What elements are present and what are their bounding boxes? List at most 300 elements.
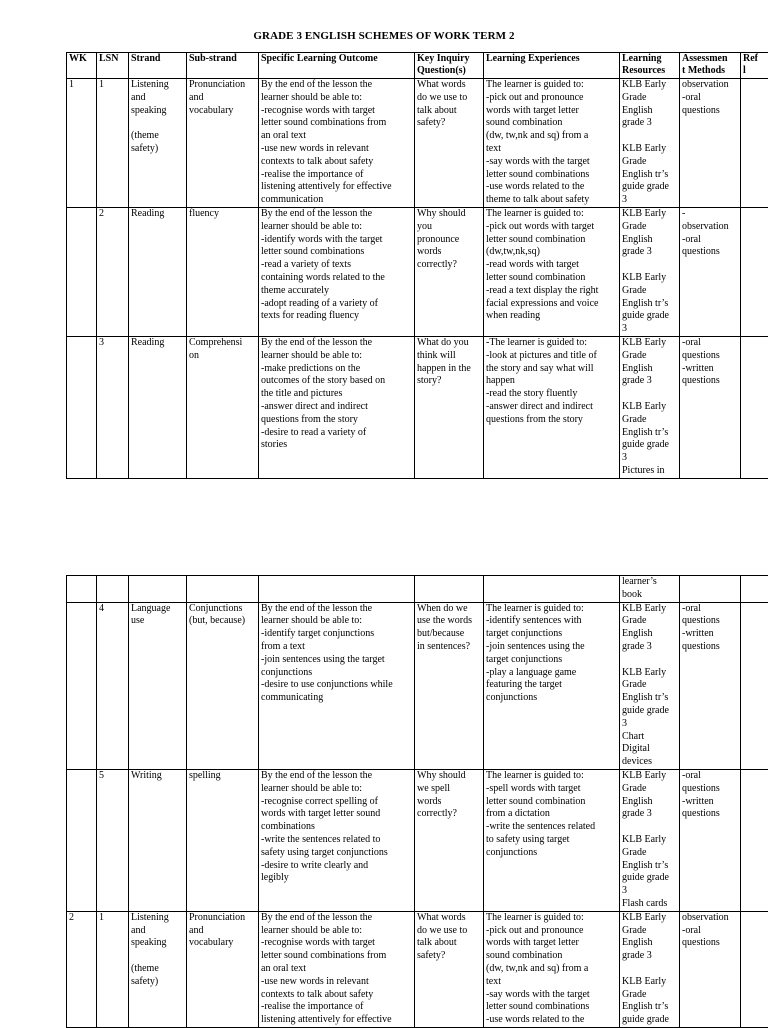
cell-line: 5 bbox=[99, 770, 126, 783]
cell-line: happen bbox=[486, 375, 617, 388]
inquiry-cell bbox=[415, 576, 484, 603]
inquiry-cell bbox=[415, 79, 484, 208]
cell-line: text bbox=[486, 976, 617, 989]
cell-line: listening attentively for effective bbox=[261, 1014, 412, 1027]
cell-line: Grade bbox=[622, 847, 677, 860]
cell-line: -make predictions on the bbox=[261, 363, 412, 376]
cell-line: KLB Early bbox=[622, 770, 677, 783]
cell-line: guide grade bbox=[622, 181, 677, 194]
cell-line: Conjunctions bbox=[189, 603, 256, 616]
cell-line: conjunctions bbox=[486, 692, 617, 705]
cell-line: 1 bbox=[99, 912, 126, 925]
outcome-cell bbox=[259, 336, 415, 478]
cell-line: By the end of the lesson the bbox=[261, 79, 412, 92]
cell-line: English bbox=[622, 628, 677, 641]
header-row bbox=[67, 53, 768, 79]
cell-line: By the end of the lesson the bbox=[261, 912, 412, 925]
outcome-cell bbox=[259, 769, 415, 911]
cell-line: questions bbox=[682, 350, 738, 363]
lesson-cell bbox=[97, 79, 129, 208]
cell-line: safety? bbox=[417, 117, 481, 130]
cell-line: conjunctions bbox=[486, 847, 617, 860]
cell-line: sound combination bbox=[486, 117, 617, 130]
cell-line: By the end of the lesson the bbox=[261, 770, 412, 783]
cell-line: Reading bbox=[131, 337, 184, 350]
cell-line: learner should be able to: bbox=[261, 350, 412, 363]
cell-line: Grade bbox=[622, 615, 677, 628]
cell-line: KLB Early bbox=[622, 208, 677, 221]
cell-line: -look at pictures and title of bbox=[486, 350, 617, 363]
cell-line: -use new words in relevant bbox=[261, 143, 412, 156]
outcome-cell bbox=[259, 602, 415, 769]
cell-line: Grade bbox=[622, 783, 677, 796]
resources-cell bbox=[620, 602, 680, 769]
cell-line: - bbox=[682, 208, 738, 221]
cell-line: learner should be able to: bbox=[261, 783, 412, 796]
cell-line: questions bbox=[682, 937, 738, 950]
cell-line: pronounce bbox=[417, 234, 481, 247]
cell-line: from a text bbox=[261, 641, 412, 654]
cell-line: letter sound combinations bbox=[261, 246, 412, 259]
cell-line: words with target letter bbox=[486, 937, 617, 950]
cell-line: use the words bbox=[417, 615, 481, 628]
table-row bbox=[67, 207, 768, 336]
cell-line: letter sound combination bbox=[486, 272, 617, 285]
week-cell bbox=[67, 79, 97, 208]
outcome-cell bbox=[259, 911, 415, 1027]
cell-line: questions bbox=[682, 105, 738, 118]
lesson-cell bbox=[97, 769, 129, 911]
cell-line: -adopt reading of a variety of bbox=[261, 298, 412, 311]
cell-line bbox=[131, 117, 184, 130]
cell-line: Grade bbox=[622, 925, 677, 938]
resources-cell bbox=[620, 207, 680, 336]
cell-line: -join sentences using the target bbox=[261, 654, 412, 667]
cell-line: English bbox=[622, 363, 677, 376]
cell-line: -pick out and pronounce bbox=[486, 92, 617, 105]
cell-line: (but, because) bbox=[189, 615, 256, 628]
scheme-table-page-1 bbox=[66, 52, 768, 479]
cell-line: and bbox=[189, 92, 256, 105]
cell-line: What words bbox=[417, 912, 481, 925]
cell-line: spelling bbox=[189, 770, 256, 783]
cell-line: -oral bbox=[682, 92, 738, 105]
cell-line: from a dictation bbox=[486, 808, 617, 821]
week-cell bbox=[67, 602, 97, 769]
cell-line: Listening bbox=[131, 912, 184, 925]
resources-cell bbox=[620, 336, 680, 478]
cell-line: Grade bbox=[622, 989, 677, 1002]
cell-line bbox=[622, 821, 677, 834]
cell-line: -desire to write clearly and bbox=[261, 860, 412, 873]
cell-line: -written bbox=[682, 628, 738, 641]
reflection-cell bbox=[741, 769, 768, 911]
cell-line: 3 bbox=[622, 718, 677, 731]
cell-line: 3 bbox=[622, 885, 677, 898]
cell-line: The learner is guided to: bbox=[486, 208, 617, 221]
cell-line: learner should be able to: bbox=[261, 221, 412, 234]
cell-line: grade 3 bbox=[622, 246, 677, 259]
cell-line: Reading bbox=[131, 208, 184, 221]
cell-line: guide grade bbox=[622, 439, 677, 452]
header-strand-cell bbox=[129, 53, 187, 79]
experience-cell bbox=[484, 576, 620, 603]
cell-line: book bbox=[622, 589, 677, 602]
resources-cell bbox=[620, 79, 680, 208]
cell-line: -oral bbox=[682, 603, 738, 616]
cell-line: but/because bbox=[417, 628, 481, 641]
cell-line: English tr’s bbox=[622, 169, 677, 182]
cell-line: -join sentences using the bbox=[486, 641, 617, 654]
cell-line: devices bbox=[622, 756, 677, 769]
cell-line: stories bbox=[261, 439, 412, 452]
cell-line: 3 bbox=[622, 194, 677, 207]
cell-line: speaking bbox=[131, 937, 184, 950]
cell-line: learner’s bbox=[622, 576, 677, 589]
lesson-cell bbox=[97, 911, 129, 1027]
cell-line: 1 bbox=[69, 79, 94, 92]
cell-line: story? bbox=[417, 375, 481, 388]
cell-line: and bbox=[189, 925, 256, 938]
reflection-cell bbox=[741, 79, 768, 208]
cell-line: guide grade bbox=[622, 1014, 677, 1027]
assessment-cell bbox=[680, 769, 741, 911]
cell-line: -identify target conjunctions bbox=[261, 628, 412, 641]
cell-line: The learner is guided to: bbox=[486, 912, 617, 925]
cell-line: Flash cards bbox=[622, 898, 677, 911]
reflection-cell bbox=[741, 336, 768, 478]
strand-cell bbox=[129, 911, 187, 1027]
cell-line: in sentences? bbox=[417, 641, 481, 654]
cell-line: -use words related to the bbox=[486, 181, 617, 194]
header-inquiry-cell bbox=[415, 53, 484, 79]
cell-line: -read the story fluently bbox=[486, 388, 617, 401]
cell-line: -recognise correct spelling of bbox=[261, 796, 412, 809]
cell-line: grade 3 bbox=[622, 375, 677, 388]
cell-line: grade 3 bbox=[622, 808, 677, 821]
header-resources-cell bbox=[620, 53, 680, 79]
cell-line bbox=[622, 130, 677, 143]
scheme-table-page-2 bbox=[66, 575, 768, 1028]
header-experience-cell bbox=[484, 53, 620, 79]
cell-line: When do we bbox=[417, 603, 481, 616]
header-assessment-cell bbox=[680, 53, 741, 79]
cell-line: Grade bbox=[622, 679, 677, 692]
cell-line: -recognise words with target bbox=[261, 105, 412, 118]
cell-line: Learning Experiences bbox=[486, 53, 617, 65]
cell-line: grade 3 bbox=[622, 117, 677, 130]
cell-line: and bbox=[131, 925, 184, 938]
reflection-cell bbox=[741, 576, 768, 603]
cell-line: KLB Early bbox=[622, 976, 677, 989]
cell-line: questions bbox=[682, 375, 738, 388]
cell-line: words with target letter sound bbox=[261, 808, 412, 821]
cell-line: Why should bbox=[417, 770, 481, 783]
cell-line: containing words related to the bbox=[261, 272, 412, 285]
cell-line: KLB Early bbox=[622, 912, 677, 925]
cell-line: Grade bbox=[622, 92, 677, 105]
cell-line: Question(s) bbox=[417, 65, 481, 77]
cell-line: -read words with target bbox=[486, 259, 617, 272]
cell-line: KLB Early bbox=[622, 337, 677, 350]
cell-line: -answer direct and indirect bbox=[486, 401, 617, 414]
cell-line: Pictures in bbox=[622, 465, 677, 478]
cell-line: By the end of the lesson the bbox=[261, 208, 412, 221]
cell-line: words with target letter bbox=[486, 105, 617, 118]
table-row bbox=[67, 79, 768, 208]
cell-line: questions bbox=[682, 246, 738, 259]
resources-cell bbox=[620, 911, 680, 1027]
cell-line: safety) bbox=[131, 976, 184, 989]
cell-line: the story and say what will bbox=[486, 363, 617, 376]
inquiry-cell bbox=[415, 911, 484, 1027]
cell-line: -recognise words with target bbox=[261, 937, 412, 950]
cell-line: guide grade bbox=[622, 872, 677, 885]
cell-line: learner should be able to: bbox=[261, 615, 412, 628]
cell-line: questions from the story bbox=[261, 414, 412, 427]
header-lesson-cell bbox=[97, 53, 129, 79]
resources-cell bbox=[620, 769, 680, 911]
week-cell bbox=[67, 207, 97, 336]
cell-line: What do you bbox=[417, 337, 481, 350]
cell-line: words bbox=[417, 796, 481, 809]
cell-line: 1 bbox=[99, 79, 126, 92]
assessment-cell bbox=[680, 911, 741, 1027]
cell-line: grade 3 bbox=[622, 950, 677, 963]
cell-line: Pronunciation bbox=[189, 79, 256, 92]
cell-line: (dw, tw,nk and sq) from a bbox=[486, 963, 617, 976]
cell-line bbox=[622, 963, 677, 976]
table-row bbox=[67, 602, 768, 769]
week-cell bbox=[67, 336, 97, 478]
experience-cell bbox=[484, 769, 620, 911]
cell-line: communication bbox=[261, 194, 412, 207]
strand-cell bbox=[129, 336, 187, 478]
cell-line: letter sound combinations bbox=[486, 1001, 617, 1014]
cell-line: think will bbox=[417, 350, 481, 363]
cell-line: talk about bbox=[417, 105, 481, 118]
cell-line: KLB Early bbox=[622, 834, 677, 847]
cell-line: -realise the importance of bbox=[261, 169, 412, 182]
cell-line: the title and pictures bbox=[261, 388, 412, 401]
cell-line bbox=[622, 388, 677, 401]
cell-line: -say words with the target bbox=[486, 989, 617, 1002]
cell-line: Grade bbox=[622, 350, 677, 363]
cell-line: LSN bbox=[99, 53, 126, 65]
cell-line: By the end of the lesson the bbox=[261, 603, 412, 616]
cell-line: listening attentively for effective bbox=[261, 181, 412, 194]
reflection-cell bbox=[741, 207, 768, 336]
cell-line: -written bbox=[682, 796, 738, 809]
cell-line: words bbox=[417, 246, 481, 259]
cell-line: texts for reading fluency bbox=[261, 310, 412, 323]
table-row bbox=[67, 769, 768, 911]
cell-line bbox=[622, 654, 677, 667]
page-title: GRADE 3 ENGLISH SCHEMES OF WORK TERM 2 bbox=[0, 30, 768, 42]
cell-line: English bbox=[622, 796, 677, 809]
lesson-cell bbox=[97, 602, 129, 769]
cell-line: -read a variety of texts bbox=[261, 259, 412, 272]
cell-line: correctly? bbox=[417, 808, 481, 821]
header-reflection-cell bbox=[741, 53, 768, 79]
cell-line: target conjunctions bbox=[486, 628, 617, 641]
week-cell bbox=[67, 769, 97, 911]
cell-line: 3 bbox=[622, 452, 677, 465]
experience-cell bbox=[484, 79, 620, 208]
outcome-cell bbox=[259, 79, 415, 208]
cell-line: Specific Learning Outcome bbox=[261, 53, 412, 65]
cell-line: The learner is guided to: bbox=[486, 79, 617, 92]
cell-line: -identify words with the target bbox=[261, 234, 412, 247]
cell-line: when reading bbox=[486, 310, 617, 323]
cell-line: use bbox=[131, 615, 184, 628]
cell-line: questions bbox=[682, 783, 738, 796]
cell-line: Assessmen bbox=[682, 53, 738, 65]
cell-line: English bbox=[622, 234, 677, 247]
cell-line: -play a language game bbox=[486, 667, 617, 680]
cell-line: Learning bbox=[622, 53, 677, 65]
cell-line: theme accurately bbox=[261, 285, 412, 298]
cell-line: Strand bbox=[131, 53, 184, 65]
cell-line: -say words with the target bbox=[486, 156, 617, 169]
header-outcome-cell bbox=[259, 53, 415, 79]
inquiry-cell bbox=[415, 769, 484, 911]
cell-line: text bbox=[486, 143, 617, 156]
reflection-cell bbox=[741, 911, 768, 1027]
cell-line: Pronunciation bbox=[189, 912, 256, 925]
cell-line: Listening bbox=[131, 79, 184, 92]
cell-line: on bbox=[189, 350, 256, 363]
sub-strand-cell bbox=[187, 911, 259, 1027]
cell-line: combinations bbox=[261, 821, 412, 834]
strand-cell bbox=[129, 79, 187, 208]
cell-line: t Methods bbox=[682, 65, 738, 77]
cell-line bbox=[131, 950, 184, 963]
cell-line: (theme bbox=[131, 963, 184, 976]
cell-line: -write the sentences related to bbox=[261, 834, 412, 847]
cell-line: we spell bbox=[417, 783, 481, 796]
sub-strand-cell bbox=[187, 769, 259, 911]
assessment-cell bbox=[680, 602, 741, 769]
cell-line: Sub-strand bbox=[189, 53, 256, 65]
cell-line: Grade bbox=[622, 156, 677, 169]
assessment-cell bbox=[680, 207, 741, 336]
cell-line: letter sound combinations from bbox=[261, 950, 412, 963]
cell-line: observation bbox=[682, 912, 738, 925]
cell-line: letter sound combination bbox=[486, 234, 617, 247]
experience-cell bbox=[484, 911, 620, 1027]
cell-line: talk about bbox=[417, 937, 481, 950]
cell-line: learner should be able to: bbox=[261, 92, 412, 105]
strand-cell bbox=[129, 769, 187, 911]
inquiry-cell bbox=[415, 207, 484, 336]
cell-line: grade 3 bbox=[622, 641, 677, 654]
cell-line: The learner is guided to: bbox=[486, 770, 617, 783]
cell-line: English tr’s bbox=[622, 692, 677, 705]
header-week-cell bbox=[67, 53, 97, 79]
cell-line: correctly? bbox=[417, 259, 481, 272]
assessment-cell bbox=[680, 576, 741, 603]
cell-line: 2 bbox=[99, 208, 126, 221]
cell-line: English tr’s bbox=[622, 427, 677, 440]
strand-cell bbox=[129, 576, 187, 603]
cell-line: Why should bbox=[417, 208, 481, 221]
experience-cell bbox=[484, 207, 620, 336]
cell-line: -identify sentences with bbox=[486, 615, 617, 628]
cell-line: sound combination bbox=[486, 950, 617, 963]
cell-line: safety) bbox=[131, 143, 184, 156]
cell-line: English tr’s bbox=[622, 1001, 677, 1014]
cell-line: English bbox=[622, 105, 677, 118]
cell-line: 2 bbox=[69, 912, 94, 925]
cell-line: English tr’s bbox=[622, 860, 677, 873]
cell-line: outcomes of the story based on bbox=[261, 375, 412, 388]
cell-line: l bbox=[743, 65, 768, 77]
sub-strand-cell bbox=[187, 207, 259, 336]
cell-line: questions bbox=[682, 808, 738, 821]
cell-line: -answer direct and indirect bbox=[261, 401, 412, 414]
cell-line: legibly bbox=[261, 872, 412, 885]
cell-line: -oral bbox=[682, 770, 738, 783]
cell-line: (dw, tw,nk and sq) from a bbox=[486, 130, 617, 143]
cell-line: letter sound combinations from bbox=[261, 117, 412, 130]
experience-cell bbox=[484, 602, 620, 769]
cell-line: questions bbox=[682, 641, 738, 654]
cell-line: safety using target conjunctions bbox=[261, 847, 412, 860]
cell-line: What words bbox=[417, 79, 481, 92]
cell-line: -oral bbox=[682, 925, 738, 938]
cell-line: By the end of the lesson the bbox=[261, 337, 412, 350]
cell-line: vocabulary bbox=[189, 105, 256, 118]
cell-line: -oral bbox=[682, 234, 738, 247]
cell-line: do we use to bbox=[417, 92, 481, 105]
cell-line: -written bbox=[682, 363, 738, 376]
cell-line: Ref bbox=[743, 53, 768, 65]
cell-line: 3 bbox=[622, 323, 677, 336]
outcome-cell bbox=[259, 576, 415, 603]
inquiry-cell bbox=[415, 602, 484, 769]
cell-line: -spell words with target bbox=[486, 783, 617, 796]
cell-line: KLB Early bbox=[622, 272, 677, 285]
cell-line: observation bbox=[682, 79, 738, 92]
cell-line: questions bbox=[682, 615, 738, 628]
sub-strand-cell bbox=[187, 602, 259, 769]
sub-strand-cell bbox=[187, 79, 259, 208]
cell-line: Digital bbox=[622, 743, 677, 756]
cell-line: conjunctions bbox=[261, 667, 412, 680]
cell-line: theme to talk about safety bbox=[486, 194, 617, 207]
cell-line: 3 bbox=[99, 337, 126, 350]
cell-line: -realise the importance of bbox=[261, 1001, 412, 1014]
cell-line: -The learner is guided to: bbox=[486, 337, 617, 350]
reflection-cell bbox=[741, 602, 768, 769]
cell-line: KLB Early bbox=[622, 667, 677, 680]
cell-line: you bbox=[417, 221, 481, 234]
sub-strand-cell bbox=[187, 576, 259, 603]
cell-line: -use new words in relevant bbox=[261, 976, 412, 989]
cell-line: learner should be able to: bbox=[261, 925, 412, 938]
cell-line: questions from the story bbox=[486, 414, 617, 427]
table-row bbox=[67, 336, 768, 478]
cell-line: English bbox=[622, 937, 677, 950]
cell-line: -desire to read a variety of bbox=[261, 427, 412, 440]
cell-line: safety? bbox=[417, 950, 481, 963]
cell-line: featuring the target bbox=[486, 679, 617, 692]
cell-line: to safety using target bbox=[486, 834, 617, 847]
cell-line: contexts to talk about safety bbox=[261, 989, 412, 1002]
cell-line: KLB Early bbox=[622, 143, 677, 156]
lesson-cell bbox=[97, 576, 129, 603]
